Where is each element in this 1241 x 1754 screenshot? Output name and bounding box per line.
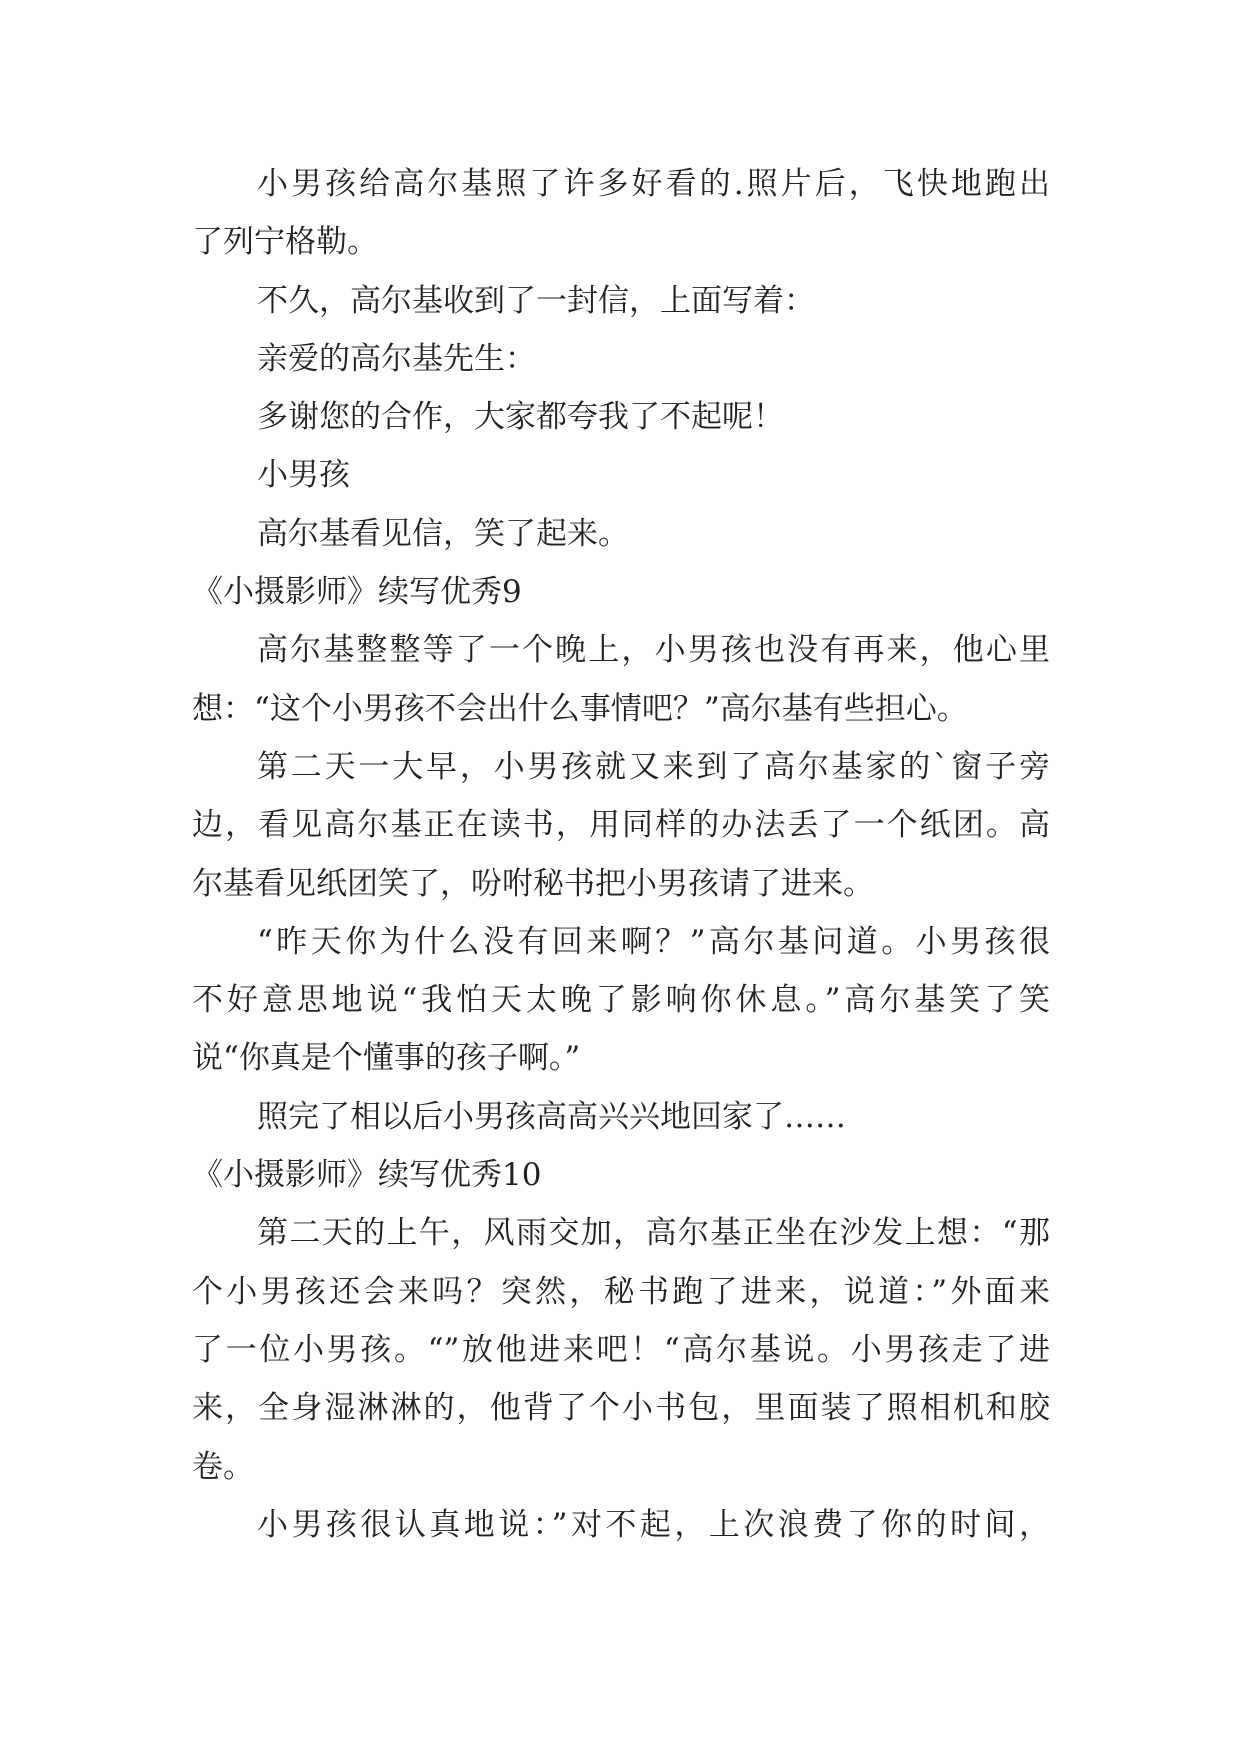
text-line: 来，全身湿淋淋的，他背了个小书包，里面装了照相机和胶 [192, 1390, 1050, 1427]
text-line: 想：“这个小男孩不会出什么事情吧？”高尔基有些担心。 [192, 690, 968, 727]
paragraph [192, 621, 1050, 738]
paragraph [192, 1496, 1050, 1554]
text-line: 不好意思地说“我怕天太晚了影响你休息。”高尔基笑了笑 [192, 982, 1050, 1019]
text-line: 小男孩给高尔基照了许多好看的.照片后，飞快地跑出 [257, 166, 1050, 202]
text-line: 第二天一大早，小男孩就又来到了高尔基家的`窗子旁 [257, 748, 1050, 785]
text-line: 说“你真是个懂事的孩子啊。” [192, 1040, 581, 1077]
paragraph [192, 446, 1050, 504]
paragraph [192, 155, 1050, 272]
paragraph [192, 738, 1050, 913]
paragraph [192, 1088, 1050, 1146]
text-line: 了列宁格勒。 [192, 224, 378, 261]
text-line: “昨天你为什么没有回来啊？”高尔基问道。小男孩很 [257, 923, 1050, 960]
paragraph [192, 1204, 1050, 1495]
text-line: 高尔基整整等了一个晚上，小男孩也没有再来，他心里 [257, 632, 1050, 669]
text-line: 不久，高尔基收到了一封信，上面写着： [257, 282, 815, 319]
text-line: 多谢您的合作，大家都夸我了不起呢！ [257, 399, 784, 436]
paragraph [192, 505, 1050, 563]
text-line: 个小男孩还会来吗？突然，秘书跑了进来，说道：”外面来 [192, 1273, 1050, 1310]
text-line: 了一位小男孩。“”放他进来吧！“高尔基说。小男孩走了进 [192, 1331, 1050, 1368]
text-line: 尔基看见纸团笑了，吩咐秘书把小男孩请了进来。 [192, 865, 874, 902]
text-line: 卷。 [192, 1448, 254, 1485]
document-body [192, 155, 1050, 1554]
paragraph [192, 272, 1050, 330]
paragraph [192, 330, 1050, 388]
text-line: 亲爱的高尔基先生： [257, 340, 536, 377]
section-heading: 《小摄影师》续写优秀10 [192, 1157, 542, 1194]
paragraph [192, 913, 1050, 1088]
section-heading: 《小摄影师》续写优秀9 [192, 574, 522, 611]
paragraph [192, 388, 1050, 446]
text-line: 照完了相以后小男孩高高兴兴地回家了…… [257, 1098, 846, 1135]
text-line: 第二天的上午，风雨交加，高尔基正坐在沙发上想：“那 [257, 1215, 1050, 1252]
text-line: 高尔基看见信，笑了起来。 [257, 515, 629, 552]
text-line: 小男孩 [257, 457, 350, 494]
text-line: 小男孩很认真地说：”对不起，上次浪费了你的时间， [257, 1506, 1050, 1543]
text-line: 边，看见高尔基正在读书，用同样的办法丢了一个纸团。高 [192, 807, 1050, 844]
